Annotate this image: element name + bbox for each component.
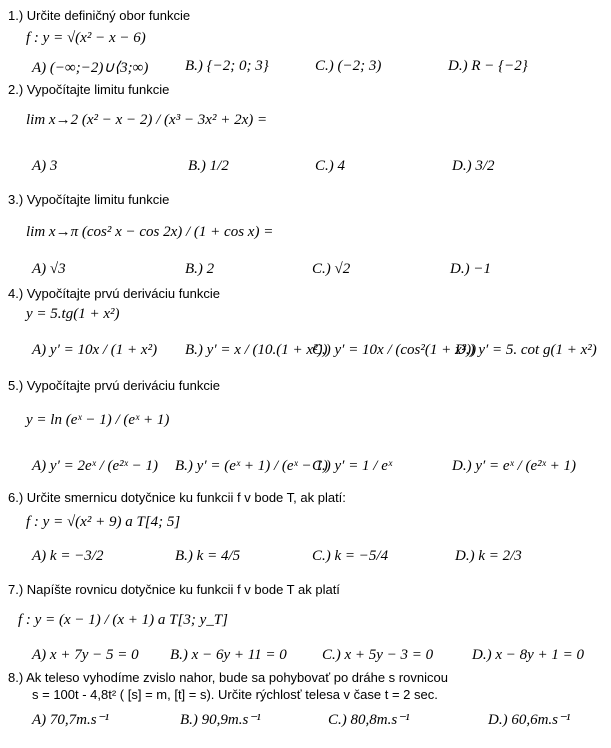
- question-8-text: s = 100t - 4,8t² ( [s] = m, [t] = s). Určite rýchlosť telesa v čase t = 2 sec.: [32, 687, 438, 702]
- question-2-option-b: B.) 1/2: [188, 158, 229, 174]
- question-6-formula: f : y = √(x² + 9) a T[4; 5]: [26, 514, 181, 530]
- question-7-option-d: D.) x − 8y + 1 = 0: [472, 647, 585, 663]
- question-3-option-a: A) √3: [32, 261, 66, 277]
- question-4-option-b: B.) y′ = x / (10.(1 + x²)): [185, 342, 328, 358]
- question-7-option-b: B.) x − 6y + 11 = 0: [170, 647, 287, 663]
- question-1-option-c: C.) (−2; 3): [315, 58, 382, 74]
- question-7-option-a: A) x + 7y − 5 = 0: [32, 647, 139, 663]
- question-1-formula: f : y = √(x² − x − 6): [26, 30, 146, 46]
- question-2-option-d: D.) 3/2: [452, 158, 495, 174]
- question-1-option-a: A) (−∞;−2)∪⟨3;∞): [32, 60, 149, 76]
- question-8-option-a: A) 70,7m.s⁻¹: [32, 712, 109, 728]
- question-4-option-a: A) y′ = 10x / (1 + x²): [32, 342, 158, 358]
- question-2-option-a: A) 3: [32, 158, 58, 174]
- question-3-option-c: C.) √2: [312, 261, 351, 277]
- question-6-option-d: D.) k = 2/3: [455, 548, 522, 564]
- question-6-option-b: B.) k = 4/5: [175, 548, 241, 564]
- question-5-formula: y = ln (eˣ − 1) / (eˣ + 1): [26, 412, 170, 428]
- question-8-title: 8.) Ak teleso vyhodíme zvislo nahor, bude sa pohybovať po dráhe s rovnicou: [8, 670, 448, 685]
- question-8-option-c: C.) 80,8m.s⁻¹: [328, 712, 410, 728]
- question-6-option-c: C.) k = −5/4: [312, 548, 389, 564]
- question-2-title: 2.) Vypočítajte limitu funkcie: [8, 82, 170, 97]
- question-5-option-c: C.) y′ = 1 / eˣ: [312, 458, 393, 474]
- question-5-option-d: D.) y′ = eˣ / (e²ˣ + 1): [452, 458, 576, 474]
- question-3-option-d: D.) −1: [450, 261, 491, 277]
- question-3-option-b: B.) 2: [185, 261, 215, 277]
- question-2-option-c: C.) 4: [315, 158, 345, 174]
- question-7-formula: f : y = (x − 1) / (x + 1) a T[3; y_T]: [18, 612, 228, 628]
- question-5-option-a: A) y′ = 2eˣ / (e²ˣ − 1): [32, 458, 159, 474]
- question-3-formula: lim x→π (cos² x − cos 2x) / (1 + cos x) =: [26, 224, 274, 240]
- question-5-title: 5.) Vypočítajte prvú deriváciu funkcie: [8, 378, 220, 393]
- question-6-title: 6.) Určite smernicu dotyčnice ku funkcii f v bode T, ak platí:: [8, 490, 346, 505]
- question-4-option-d: D.) y′ = 5. cot g(1 + x²): [455, 342, 597, 358]
- question-6-option-a: A) k = −3/2: [32, 548, 104, 564]
- question-4-formula: y = 5.tg(1 + x²): [26, 306, 120, 322]
- question-2-formula: lim x→2 (x² − x − 2) / (x³ − 3x² + 2x) =: [26, 112, 268, 128]
- question-3-title: 3.) Vypočítajte limitu funkcie: [8, 192, 170, 207]
- question-1-option-d: D.) R − {−2}: [448, 58, 528, 74]
- question-1-option-b: B.) {−2; 0; 3}: [185, 58, 269, 74]
- question-7-title: 7.) Napíšte rovnicu dotyčnice ku funkcii f v bode T ak platí: [8, 582, 340, 597]
- question-8-option-b: B.) 90,9m.s⁻¹: [180, 712, 261, 728]
- question-4-option-c: C.) y′ = 10x / (cos²(1 + x²)): [312, 342, 477, 358]
- question-8-option-d: D.) 60,6m.s⁻¹: [488, 712, 571, 728]
- question-1-title: 1.) Určite definičný obor funkcie: [8, 8, 191, 23]
- question-5-option-b: B.) y′ = (eˣ + 1) / (eˣ − 1): [175, 458, 328, 474]
- question-7-option-c: C.) x + 5y − 3 = 0: [322, 647, 434, 663]
- question-4-title: 4.) Vypočítajte prvú deriváciu funkcie: [8, 286, 220, 301]
